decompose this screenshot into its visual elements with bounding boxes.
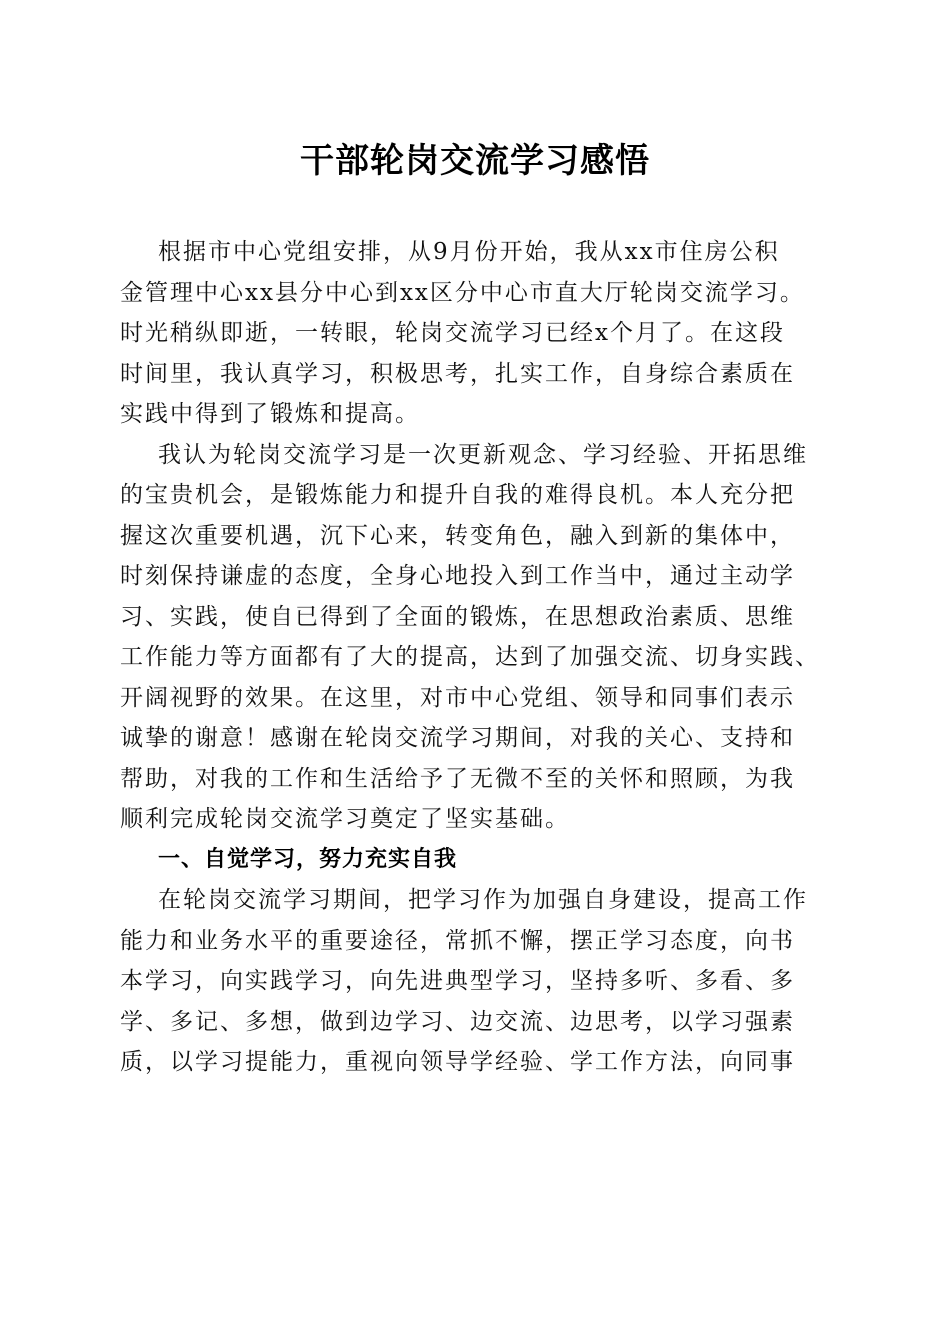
text-line: 时光稍纵即逝，一转眼，轮岗交流学习已经x个月了。在这段 [120,320,785,346]
text-line: 质，以学习提能力，重视向领导学经验、学工作方法，向同事 [120,1049,795,1075]
text-line: 习、实践，使自已得到了全面的锻炼，在思想政治素质、思维 [120,603,795,630]
text-line: 金管理中心xx县分中心到xx区分中心市直大厅轮岗交流学习。 [120,279,805,306]
paragraph-1 [120,232,835,435]
text-line: 根据市中心党组安排，从9月份开始，我从xx市住房公积 [158,239,780,265]
paragraph-2 [120,435,835,840]
text-line: 时刻保持谦虚的态度，全身心地投入到工作当中，通过主动学 [120,563,795,589]
text-line: 的宝贵机会，是锻炼能力和提升自我的难得良机。本人充分把 [120,482,795,508]
paragraph-3 [120,880,835,1083]
section-heading: 一、自觉学习，努力充实自我 [158,846,458,872]
text-line: 工作能力等方面都有了大的提高，达到了加强交流、切身实践、 [120,644,820,670]
text-line: 实践中得到了锻炼和提高。 [120,401,420,427]
document-body [120,232,835,1083]
text-line: 在轮岗交流学习期间，把学习作为加强自身建设，提高工作 [158,887,808,913]
text-line: 能力和业务水平的重要途径，常抓不懈，摆正学习态度，向书 [120,927,795,954]
text-line: 握这次重要机遇，沉下心来，转变角色，融入到新的集体中， [120,522,795,549]
text-line: 本学习，向实践学习，向先进典型学习，坚持多听、多看、多 [120,968,795,994]
text-line: 开阔视野的效果。在这里，对市中心党组、领导和同事们表示 [120,684,795,711]
text-line: 顺利完成轮岗交流学习奠定了坚实基础。 [120,806,570,832]
text-line: 帮助，对我的工作和生活给予了无微不至的关怀和照顾，为我 [120,765,795,792]
text-line: 学、多记、多想，做到边学习、边交流、边思考，以学习强素 [120,1008,795,1035]
document-title: 干部轮岗交流学习感悟 [300,141,650,181]
text-line: 时间里，我认真学习，积极思考，扎实工作，自身综合素质在 [120,360,795,387]
text-line: 诚挚的谢意！感谢在轮岗交流学习期间，对我的关心、支持和 [120,725,795,751]
text-line: 我认为轮岗交流学习是一次更新观念、学习经验、开拓思维 [158,441,808,468]
